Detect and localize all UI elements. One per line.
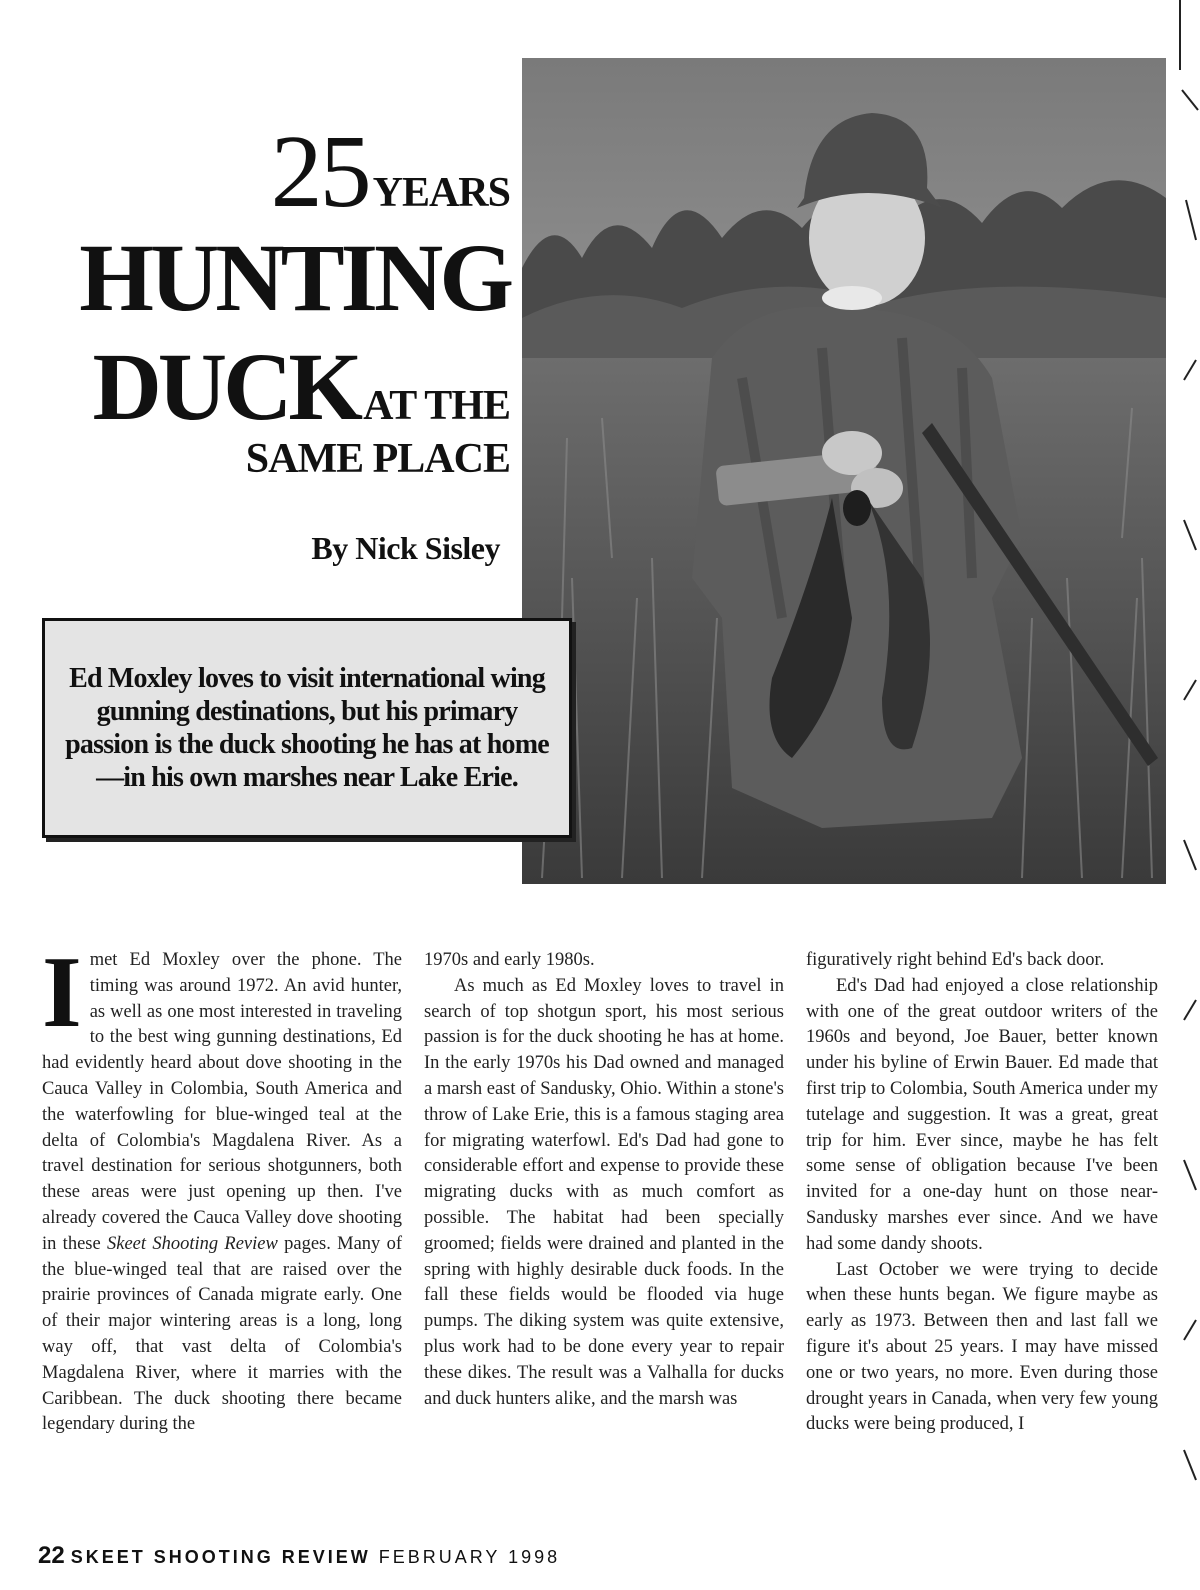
publication-title-italic: Skeet Shooting Review — [107, 1233, 278, 1254]
headline-years: YEARS — [372, 170, 510, 216]
article-column-2 — [424, 948, 784, 1412]
issue-date: FEBRUARY 1998 — [378, 1547, 561, 1567]
article-paragraph: As much as Ed Moxley loves to travel in search of top shotgun sport, his most serious passion is for the duck shooting he has at home. In the early 1970s his Dad owned and managed a marsh east of Sandusky, Ohio. Within a stone's throw of Lake Erie, this is a famous staging area for migrating waterfowl. Ed's Dad had gone to considerable effort and expense to provide these migrating ducks with as much comfort as possible. The habitat had been specially groomed; fields were drained and planted in the spring with highly desirable duck foods. In the fall these fields would be flooded via huge pumps. The diking system was quite extensive, plus work had to be done every year to repair these dikes. The result was a Valhalla for ducks and duck hunters alike, and the marsh was — [424, 975, 784, 1409]
headline-at-the: AT THE — [363, 383, 510, 429]
article-paragraph: 1970s and early 1980s. — [424, 950, 595, 970]
article-column-3 — [806, 948, 1158, 1438]
headline-line-1 — [30, 114, 510, 230]
pull-quote-box — [42, 618, 572, 838]
drop-cap: I — [42, 936, 82, 1049]
page-number: 22 — [38, 1542, 65, 1569]
page-footer — [38, 1542, 560, 1570]
headline-same-place: SAME PLACE — [245, 436, 510, 482]
article-headline — [30, 114, 510, 482]
page-edge-marks — [1168, 0, 1200, 1590]
paragraph-text: met Ed Moxley over the phone. The timing was around 1972. An avid hunter, as well as one most interested in traveling to the best wing gunning destinations, Ed had evidently heard about dove shooting in the Cauca Valley in Colombia, South America and the waterfowling for blue-winged teal at the delta of Colombia's Magdalena River. As a travel destination for serious shotgunners, both these areas were just opening up then. I've already covered the Cauca Valley dove shooting in these — [42, 950, 402, 1254]
hunter-photo — [522, 58, 1166, 884]
headline-duck: DUCK — [92, 333, 360, 440]
article-paragraph: figuratively right behind Ed's back door. — [806, 950, 1105, 970]
byline: By Nick Sisley — [311, 530, 500, 566]
headline-hunting: HUNTING — [79, 224, 510, 331]
article-column-1 — [42, 936, 403, 1438]
hunter-photo-illustration — [522, 58, 1166, 884]
article-paragraph: Ed's Dad had enjoyed a close relationship with one of the great outdoor writers of the 1960s and beyond, Joe Bauer, better known under his byline of Erwin Bauer. Ed made that first trip to Colombia, South America under my tutelage and suggestion. It was a great, great trip for him. Ever since, maybe he has felt some sense of obligation because I've been invited for a one-day hunt on those near-Sandusky marshes ever since. And we have had some dandy shoots. — [806, 975, 1158, 1254]
headline-line-3 — [30, 333, 510, 440]
paragraph-text: pages. Many of the blue-winged teal that are raised over the prairie provinces of Canada migrate early. One of their major wintering areas is a long, long way off, that vast delta of Colombia's Magdalena River, where it marries with the Caribbean. The duck shooting there became legendary during the — [42, 1233, 403, 1435]
pull-quote-text: Ed Moxley loves to visit international wing gunning destinations, but his primary passion is the duck shooting he has at home—in his own marshes near Lake Erie. — [65, 662, 549, 794]
article-paragraph: Last October we were trying to decide when these hunts began. We figure maybe as early as 1973. Between then and last fall we figure it's about 25 years. I may have missed one or two years, no more. Even during those drought years in Canada, when very few young ducks were being produced, I — [806, 1259, 1158, 1435]
headline-number: 25 — [270, 114, 369, 229]
publication-name: SKEET SHOOTING REVIEW — [70, 1547, 371, 1567]
article-paragraph — [42, 936, 403, 1438]
